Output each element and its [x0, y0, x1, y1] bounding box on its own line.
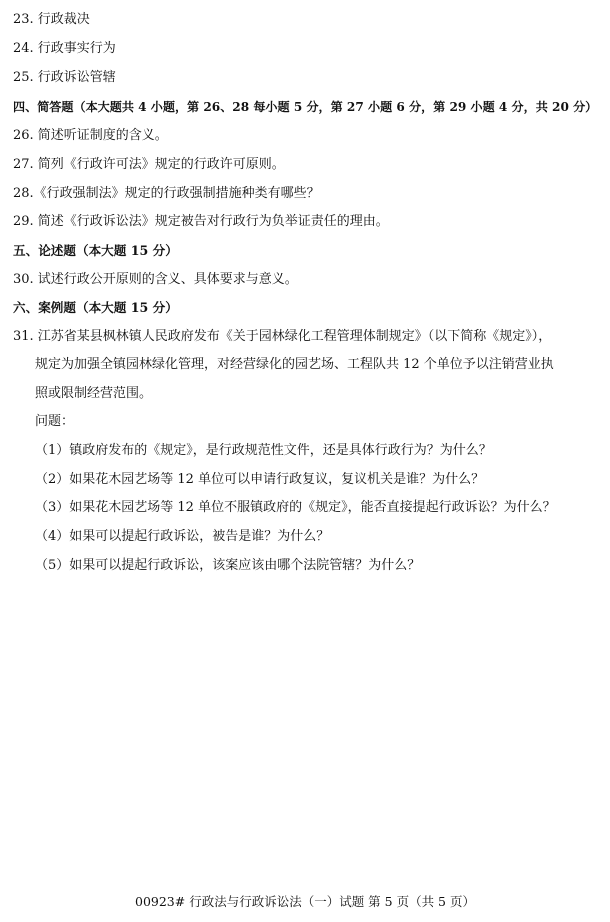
question-label: 问题：	[35, 414, 75, 429]
question-31-line-2: 规定为加强全镇园林绿化管理，对经营绿化的园艺场、工程队共 12 个单位予以注销营业执	[35, 357, 554, 372]
sub-question-2: （2）如果花木园艺场等 12 单位可以申请行政复议，复议机关是谁？为什么？	[35, 472, 485, 487]
section-6-heading: 六、案例题（本大题 15 分）	[13, 300, 178, 315]
sub-question-4: （4）如果可以提起行政诉讼，被告是谁？为什么？	[35, 529, 330, 544]
page-footer: 00923# 行政法与行政诉讼法（一）试题 第 5 页（共 5 页）	[135, 894, 475, 909]
sub-question-3: （3）如果花木园艺场等 12 单位不服镇政府的《规定》，能否直接提起行政诉讼？为什么？	[35, 500, 556, 515]
sub-question-5: （5）如果可以提起行政诉讼，该案应该由哪个法院管辖？为什么？	[35, 558, 421, 573]
section-4-heading: 四、简答题（本大题共 4 小题，第 26、28 每小题 5 分，第 27 小题 6 分，第 29 小题 4 分，共 20 分）	[13, 100, 598, 114]
question-28: 28.《行政强制法》规定的行政强制措施种类有哪些？	[13, 186, 320, 201]
question-29: 29. 简述《行政诉讼法》规定被告对行政行为负举证责任的理由。	[13, 214, 389, 229]
question-31-line-3: 照或限制经营范围。	[35, 386, 153, 401]
question-30: 30. 试述行政公开原则的含义、具体要求与意义。	[13, 272, 298, 287]
question-31-line-1: 31. 江苏省某县枫林镇人民政府发布《关于园林绿化工程管理体制规定》（以下简称《规定》），	[13, 329, 552, 344]
question-27: 27. 简列《行政许可法》规定的行政许可原则。	[13, 157, 285, 172]
question-26: 26. 简述听证制度的含义。	[13, 128, 168, 143]
sub-question-1: （1）镇政府发布的《规定》，是行政规范性文件，还是具体行政行为？为什么？	[35, 443, 492, 458]
question-23: 23. 行政裁决	[13, 12, 90, 27]
question-24: 24. 行政事实行为	[13, 41, 116, 56]
question-25: 25. 行政诉讼管辖	[13, 70, 116, 85]
section-5-heading: 五、论述题（本大题 15 分）	[13, 243, 178, 258]
